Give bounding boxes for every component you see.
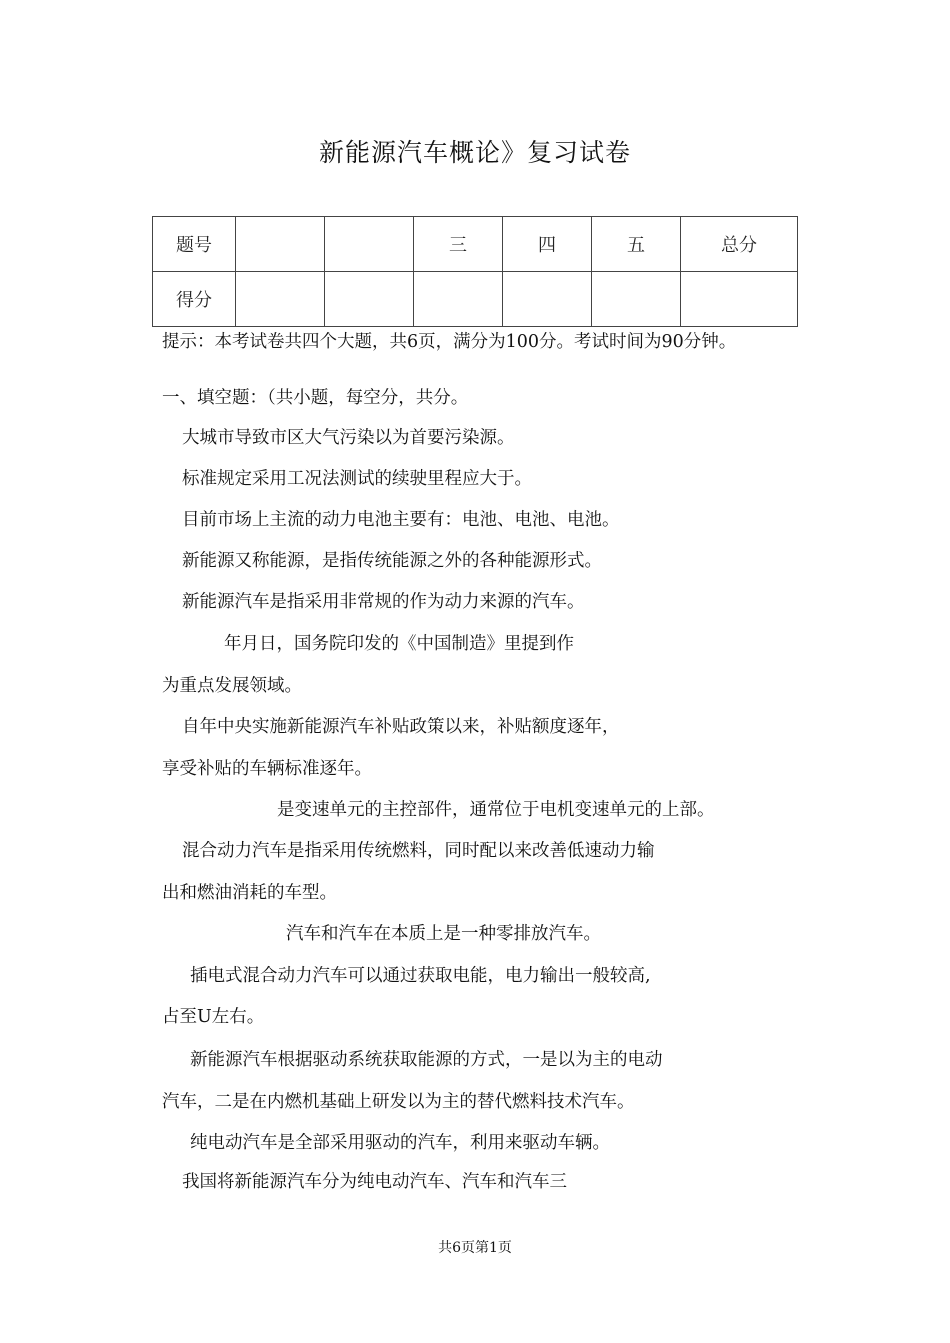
table-cell: 三 bbox=[414, 217, 503, 272]
question-line: 插电式混合动力汽车可以通过获取电能，电力输出一般较高, bbox=[190, 966, 651, 986]
table-cell: 四 bbox=[503, 217, 592, 272]
score-table bbox=[152, 216, 798, 327]
table-cell bbox=[236, 217, 325, 272]
question-line: 大城市导致市区大气污染以为首要污染源。 bbox=[182, 428, 515, 448]
question-line: 标准规定采用工况法测试的续驶里程应大于。 bbox=[182, 469, 532, 489]
question-line: 是变速单元的主控部件，通常位于电机变速单元的上部。 bbox=[277, 800, 715, 820]
table-cell bbox=[325, 217, 414, 272]
table-cell bbox=[236, 272, 325, 327]
table-cell bbox=[503, 272, 592, 327]
question-line: 享受补贴的车辆标准逐年。 bbox=[162, 759, 372, 779]
section-heading: 一、填空题：（共小题，每空分，共分。 bbox=[162, 388, 469, 408]
table-cell: 题号 bbox=[153, 217, 236, 272]
table-cell bbox=[681, 272, 798, 327]
question-line: 占至U左右。 bbox=[162, 1007, 265, 1027]
score-table-score-row bbox=[153, 272, 798, 327]
table-cell bbox=[325, 272, 414, 327]
question-line: 出和燃油消耗的车型。 bbox=[162, 883, 337, 903]
question-line: 年月日，国务院印发的《中国制造》里提到作 bbox=[224, 634, 574, 654]
question-line: 纯电动汽车是全部采用驱动的汽车，利用来驱动车辆。 bbox=[190, 1133, 610, 1153]
table-cell: 总分 bbox=[681, 217, 798, 272]
question-line: 混合动力汽车是指采用传统燃料，同时配以来改善低速动力输 bbox=[182, 841, 655, 861]
question-line: 汽车，二是在内燃机基础上研发以为主的替代燃料技术汽车。 bbox=[162, 1092, 635, 1112]
question-line: 为重点发展领域。 bbox=[162, 676, 302, 696]
question-line: 新能源汽车根据驱动系统获取能源的方式，一是以为主的电动 bbox=[190, 1050, 663, 1070]
question-line: 自年中央实施新能源汽车补贴政策以来，补贴额度逐年， bbox=[182, 717, 620, 737]
page-footer: 共6页第1页 bbox=[438, 1240, 512, 1256]
question-line: 新能源汽车是指采用非常规的作为动力来源的汽车。 bbox=[182, 592, 585, 612]
question-line: 目前市场上主流的动力电池主要有：电池、电池、电池。 bbox=[182, 510, 620, 530]
table-cell: 得分 bbox=[153, 272, 236, 327]
exam-title: 新能源汽车概论》复习试卷 bbox=[318, 138, 631, 167]
exam-notice: 提示：本考试卷共四个大题，共6页，满分为100分。考试时间为90分钟。 bbox=[162, 332, 737, 352]
table-cell bbox=[592, 272, 681, 327]
table-cell: 五 bbox=[592, 217, 681, 272]
question-line: 新能源又称能源，是指传统能源之外的各种能源形式。 bbox=[182, 551, 602, 571]
question-line: 汽车和汽车在本质上是一种零排放汽车。 bbox=[286, 924, 601, 944]
question-line: 我国将新能源汽车分为纯电动汽车、汽车和汽车三 bbox=[182, 1172, 567, 1192]
table-cell bbox=[414, 272, 503, 327]
score-table-header-row bbox=[153, 217, 798, 272]
